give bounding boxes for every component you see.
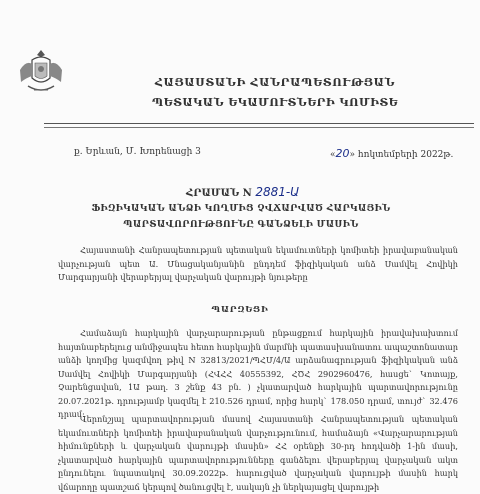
order-title [186,185,299,199]
date-suffix: » հոկտեմբերի 2022թ. [349,150,454,160]
section-title: ՊԱՐԶԵՑԻ [211,305,269,315]
address-line: ք. Երևան, Մ. Խորենացի 3 [74,147,201,157]
subject-line-2: ՊԱՐՏԱՎՈՐՈՒԹՅՈՒՆԸ ԳԱՆՁԵԼԻ ՄԱՍԻՆ [123,220,359,230]
order-number-handwritten: 2881-Ա [255,185,300,199]
paragraph-procedure: Վերոնշյալ պարտավորության մասով Հայաստանի Հանրապետության պետական եկամուտների կոմիտեի իրավաբանական վարչությունում, համաձայն «Վարչարարության հիմունքների և վարչական վարույթի մասին» ՀՀ օրենքի 30-րդ հոդվածի 1-ին մասի, չկատարված հարկային պարտավորությունները գանձելու վերաբերյալ վարչական ակտ ընդունելու նպատակով 30.09.2022թ. հարուցված վարչական վարույթի մասին հարկ վճարողը պատշաճ կերպով ծանուցվել է, սակայն չի ներկայացել վարույթի [58,414,458,492]
header-rule-thin [44,127,474,128]
order-label: ՀՐԱՄԱՆ N [186,188,252,199]
date-prefix: « [330,150,336,160]
coat-of-arms-emblem [18,48,64,98]
header-line-2: ՊԵՏԱԿԱՆ ԵԿԱՄՈՒՏՆԵՐԻ ԿՈՄԻՏԵ [151,96,399,109]
paragraph-findings: Համաձայն հարկային վարչարարության ընթացքում հարկային իրավախախտում հայտնաբերելուց անմիջապես հետո հարկային մարմնի պատասխանատու ապաշտոնատար անձի կողմից կազմվող թիվ N 32813/2021/ՊՀՄ/4/Ա արձանագրության ֆիզիկական անձ Սամվել Հովիկի Մարգարյանի (ՀՎՀՀ 40555392, ՀԾՀ 2902960476, հասցե` Կոտայք, Չարենցավան, 1Ա թաղ. 3 շենք 43 բն. ) չկատարված հարկային պարտավորությունը 20.07.2021թ. դրությամբ կազմել է 210.526 դրամ, որից հարկ` 178.050 դրամ, տույժ` 32.476 դրամ: [58,328,458,419]
subject-line-1: ՖԻԶԻԿԱԿԱՆ ԱՆՁԻ ԿՈՂՄԻՑ ՉՎՃԱՐՎԱԾ ՀԱՐԿԱՅԻՆ [91,204,391,214]
date-day-handwritten: 20 [335,147,350,160]
header-line-1: ՀԱՅԱՍՏԱՆԻ ՀԱՆՐԱՊԵՏՈՒԹՅԱՆ [154,76,396,89]
header-rule-thick [44,123,474,124]
date-line [330,147,453,160]
paragraph-intro: Հայաստանի Հանրապետության պետական եկամուտների կոմիտեի իրավաբանական վարչության պետ Ա. Մնացականյանին ընդդեմ ֆիզիկական անձ Սամվել Հովիկի Մարգարյանի վերաբերյալ վարչական վարույթի նյութերը [58,245,458,282]
